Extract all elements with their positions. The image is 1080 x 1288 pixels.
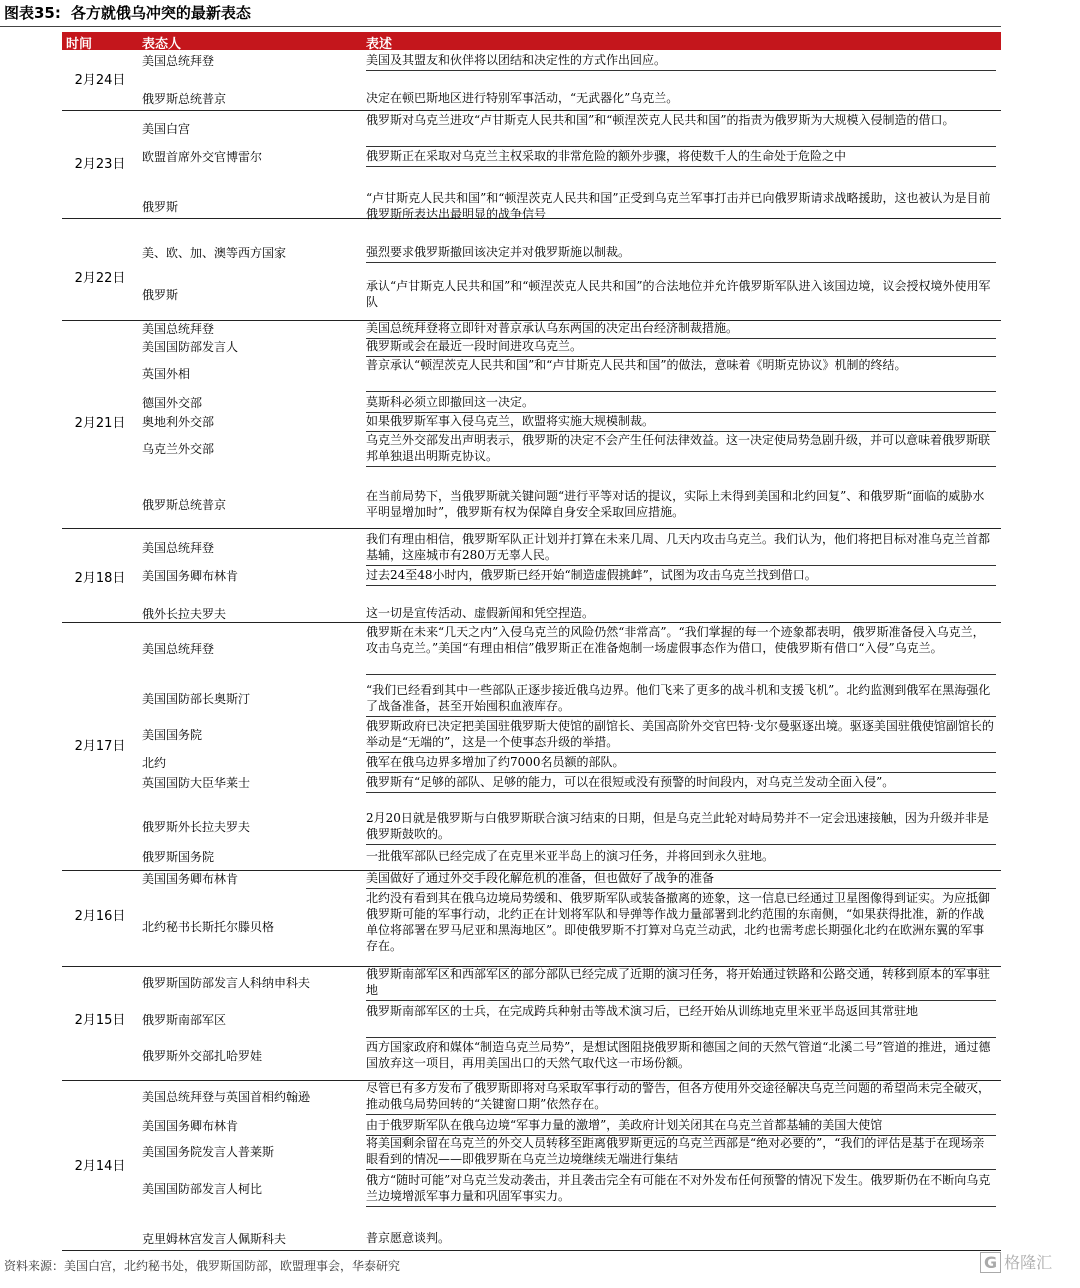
statement-cell: 乌克兰外交部发出声明表示，俄罗斯的决定不会产生任何法律效益。这一决定使局势急剧升级，并可以意味着俄罗斯联邦单独退出明斯克协议。 [366,432,996,467]
date-group [62,50,1001,111]
speaker-cell: 美国国务卿布林肯 [142,569,239,583]
statement-cell: “我们已经看到其中一些部队正逐步接近俄乌边界。他们飞来了更多的战斗机和支援飞机”。北约监测到俄军在黑海强化了战备准备，甚至开始囤积血液库存。 [366,682,996,717]
speaker-cell: 俄罗斯外长拉夫罗夫 [142,820,251,834]
speaker-cell: 美国国防部发言人 [142,340,239,354]
speaker-cell: 美国总统拜登 [142,322,215,336]
date-cell: 2月14日 [74,1159,126,1174]
watermark-text: 格隆汇 [1004,1253,1053,1272]
date-group [62,870,1001,967]
speaker-cell: 美国总统拜登 [142,541,215,555]
date-cell: 2月16日 [74,909,126,924]
speaker-cell: 美国国防部长奥斯汀 [142,692,251,706]
statement-cell: 承认“卢甘斯克人民共和国”和“顿涅茨克人民共和国”的合法地位并允许俄罗斯军队进入该国边境，议会授权境外使用军队 [366,279,991,309]
speaker-cell: 美国总统拜登 [142,642,215,656]
date-group [62,528,1001,623]
date-group [62,622,1001,871]
statement-cell: 俄罗斯南部军区的士兵，在完成跨兵种射击等战术演习后，已经开始从训练地克里米亚半岛返回其常驻地 [366,1003,996,1038]
source-note: 资料来源：美国白宫，北约秘书处，俄罗斯国防部，欧盟理事会，华泰研究 [4,1259,401,1273]
speaker-cell: 英国国防大臣华莱士 [142,776,251,790]
speaker-cell: 美国国防部发言人柯比 [142,1182,263,1196]
watermark-logo [980,1250,1052,1273]
statement-cell: 俄罗斯南部军区和西部军区的部分部队已经完成了近期的演习任务，将开始通过铁路和公路交通，转移到原本的军事驻地 [366,966,996,1001]
date-group [62,966,1001,1081]
statement-cell: 由于俄罗斯军队在俄乌边境“军事力量的激增”，美政府计划关闭其在乌克兰首都基辅的美国大使馆 [366,1117,996,1136]
table-header [62,32,1001,50]
statement-cell: 俄方“随时可能”对乌克兰发动袭击，并且袭击完全有可能在不对外发布任何预警的情况下发生。俄罗斯仍在不断向乌克兰边境增派军事力量和巩固军事实力。 [366,1172,996,1207]
speaker-cell: 克里姆林宫发言人佩斯科夫 [142,1232,287,1246]
figure-title-text: 各方就俄乌冲突的最新表态 [70,4,251,22]
statement-cell: 美国总统拜登将立即针对普京承认乌东两国的决定出台经济制裁措施。 [366,320,996,339]
speaker-cell: 英国外相 [142,367,191,381]
speaker-cell: 美国国务卿布林肯 [142,1119,239,1133]
speaker-cell: 俄罗斯 [142,200,179,214]
speaker-cell: 美、欧、加、澳等西方国家 [142,246,287,260]
figure-label: 图表35: [4,4,61,22]
speaker-cell: 俄罗斯南部军区 [142,1013,227,1027]
header-speaker: 表态人 [142,37,182,52]
speaker-cell: 俄外长拉夫罗夫 [142,607,227,621]
date-group [62,110,1001,219]
date-group [62,1080,1001,1251]
statement-cell: 俄罗斯或会在最近一段时间进攻乌克兰。 [366,338,996,357]
speaker-cell: 德国外交部 [142,396,203,410]
statement-cell: 俄罗斯正在采取对乌克兰主权采取的非常危险的额外步骤，将使数千人的生命处于危险之中 [366,148,996,167]
date-cell: 2月22日 [74,271,126,286]
statement-cell: 2月20日就是俄罗斯与白俄罗斯联合演习结束的日期，但是乌克兰此轮对峙局势并不一定会迅速接触，因为升级并非是俄罗斯鼓吹的。 [366,810,996,845]
statement-cell: 我们有理由相信，俄罗斯军队正计划并打算在未来几周、几天内攻击乌克兰。我们认为，他们将把目标对准乌克兰首都基辅，这座城市有280万无辜人民。 [366,531,996,566]
header-statement: 表述 [366,37,393,52]
figure-title [4,2,251,23]
speaker-cell: 乌克兰外交部 [142,442,215,456]
statement-cell: 俄罗斯有“足够的部队、足够的能力，可以在很短或没有预警的时间段内，对乌克兰发动全面入侵”。 [366,774,996,793]
statement-cell: 俄罗斯在未来“几天之内”入侵乌克兰的风险仍然“非常高”。“我们掌握的每一个迹象都表明，俄罗斯准备侵入乌克兰，攻击乌克兰。”美国“有理由相信”俄罗斯正在准备炮制一场虚假事态作为借口，使俄罗斯有借口“入侵”乌克兰。 [366,624,996,675]
speaker-cell: 俄罗斯总统普京 [142,498,227,512]
statement-cell: 一批俄军部队已经完成了在克里米亚半岛上的演习任务，并将回到永久驻地。 [366,849,775,863]
speaker-cell: 美国总统拜登与英国首相约翰逊 [142,1090,311,1104]
title-rule [0,26,1001,27]
speaker-cell: 美国总统拜登 [142,54,215,68]
statement-cell: 西方国家政府和媒体“制造乌克兰局势”，是想试图阻挠俄罗斯和德国之间的天然气管道“北溪二号”管道的推进，通过德国放弃这一项目，再用美国出口的天然气取代这一市场份额。 [366,1040,991,1070]
speaker-cell: 美国国务卿布林肯 [142,872,239,886]
statement-cell: 莫斯科必须立即撤回这一决定。 [366,394,996,413]
speaker-cell: 俄罗斯 [142,288,179,302]
date-group [62,320,1001,529]
statement-cell: 在当前局势下，当俄罗斯就关键问题“进行平等对话的提议，实际上未得到美国和北约回复”、和俄罗斯“面临的威胁水平明显增加时”，俄罗斯有权为保障自身安全采取回应措施。 [366,489,985,519]
speaker-cell: 俄罗斯外交部扎哈罗娃 [142,1049,263,1063]
speaker-cell: 北约秘书长斯托尔滕贝格 [142,920,275,934]
speaker-cell: 俄罗斯国防部发言人科纳申科夫 [142,976,311,990]
speaker-cell: 美国国务院发言人普莱斯 [142,1145,275,1159]
date-cell: 2月24日 [74,73,126,88]
date-cell: 2月18日 [74,571,126,586]
statement-cell: 俄罗斯政府已决定把美国驻俄罗斯大使馆的副馆长、美国高阶外交官巴特·戈尔曼驱逐出境。驱逐美国驻俄使馆副馆长的举动是“无端的”，这是一个使事态升级的举措。 [366,718,996,753]
statement-cell: 美国及其盟友和伙伴将以团结和决定性的方式作出回应。 [366,52,996,71]
speaker-cell: 北约 [142,756,167,770]
speaker-cell: 俄罗斯国务院 [142,850,215,864]
statement-cell: 过去24至48小时内，俄罗斯已经开始“制造虚假挑衅”，试图为攻击乌克兰找到借口。 [366,567,996,586]
statement-cell: 俄军在俄乌边界多增加了约7000名员额的部队。 [366,754,996,773]
statement-cell: 北约没有看到其在俄乌边境局势缓和、俄罗斯军队或装备撤离的迹象，这一信息已经通过卫星图像得到证实。为应抵御俄罗斯可能的军事行动，北约正在计划将军队和导弹等作战力量部署到北约范围的东南侧，“如果获得批准，新的作战单位将部署在罗马尼亚和黑海地区”。即使俄罗斯不打算对乌克兰动武，北约也需考虑长期强化北约在欧洲东翼的军事存在。 [366,891,991,953]
date-cell: 2月23日 [74,157,126,172]
statement-cell: 强烈要求俄罗斯撤回该决定并对俄罗斯施以制裁。 [366,244,996,263]
speaker-cell: 俄罗斯总统普京 [142,92,227,106]
statement-cell: “卢甘斯克人民共和国”和“顿涅茨克人民共和国”正受到乌克兰军事打击并已向俄罗斯请求战略援助，这也被认为是目前俄罗斯所表达出最明显的战争信号 [366,191,991,221]
header-time: 时间 [66,37,93,52]
date-cell: 2月21日 [74,416,126,431]
statement-cell: 俄罗斯对乌克兰进攻“卢甘斯克人民共和国”和“顿涅茨克人民共和国”的指责为俄罗斯为大规模入侵制造的借口。 [366,112,996,147]
speaker-cell: 奥地利外交部 [142,415,215,429]
statement-cell: 尽管已有多方发布了俄罗斯即将对乌采取军事行动的警告，但各方使用外交途径解决乌克兰问题的希望尚未完全破灭，推动俄乌局势回转的“关键窗口期”依然存在。 [366,1080,996,1115]
speaker-cell: 美国国务院 [142,728,203,742]
date-group [62,218,1001,321]
statement-cell: 如果俄罗斯军事入侵乌克兰，欧盟将实施大规模制裁。 [366,413,996,432]
statement-cell: 普京承认“顿涅茨克人民共和国”和“卢甘斯克人民共和国”的做法，意味着《明斯克协议》机制的终结。 [366,357,996,392]
speaker-cell: 美国白宫 [142,122,191,136]
statement-cell: 将美国剩余留在乌克兰的外交人员转移至距离俄罗斯更远的乌克兰西部是“绝对必要的”，“我们的评估是基于在现场亲眼看到的情况——即俄罗斯在乌克兰边境继续无端进行集结 [366,1135,996,1170]
speaker-cell: 欧盟首席外交官博雷尔 [142,150,263,164]
statement-cell: 普京愿意谈判。 [366,1231,451,1245]
statement-cell: 决定在顿巴斯地区进行特别军事活动，“无武器化”乌克兰。 [366,91,679,105]
date-cell: 2月17日 [74,739,126,754]
statement-cell: 这一切是宣传活动、虚假新闻和凭空捏造。 [366,606,595,620]
date-cell: 2月15日 [74,1013,126,1028]
watermark-mark: G [980,1252,1001,1273]
statement-cell: 美国做好了通过外交手段化解危机的准备，但也做好了战争的准备 [366,870,996,889]
